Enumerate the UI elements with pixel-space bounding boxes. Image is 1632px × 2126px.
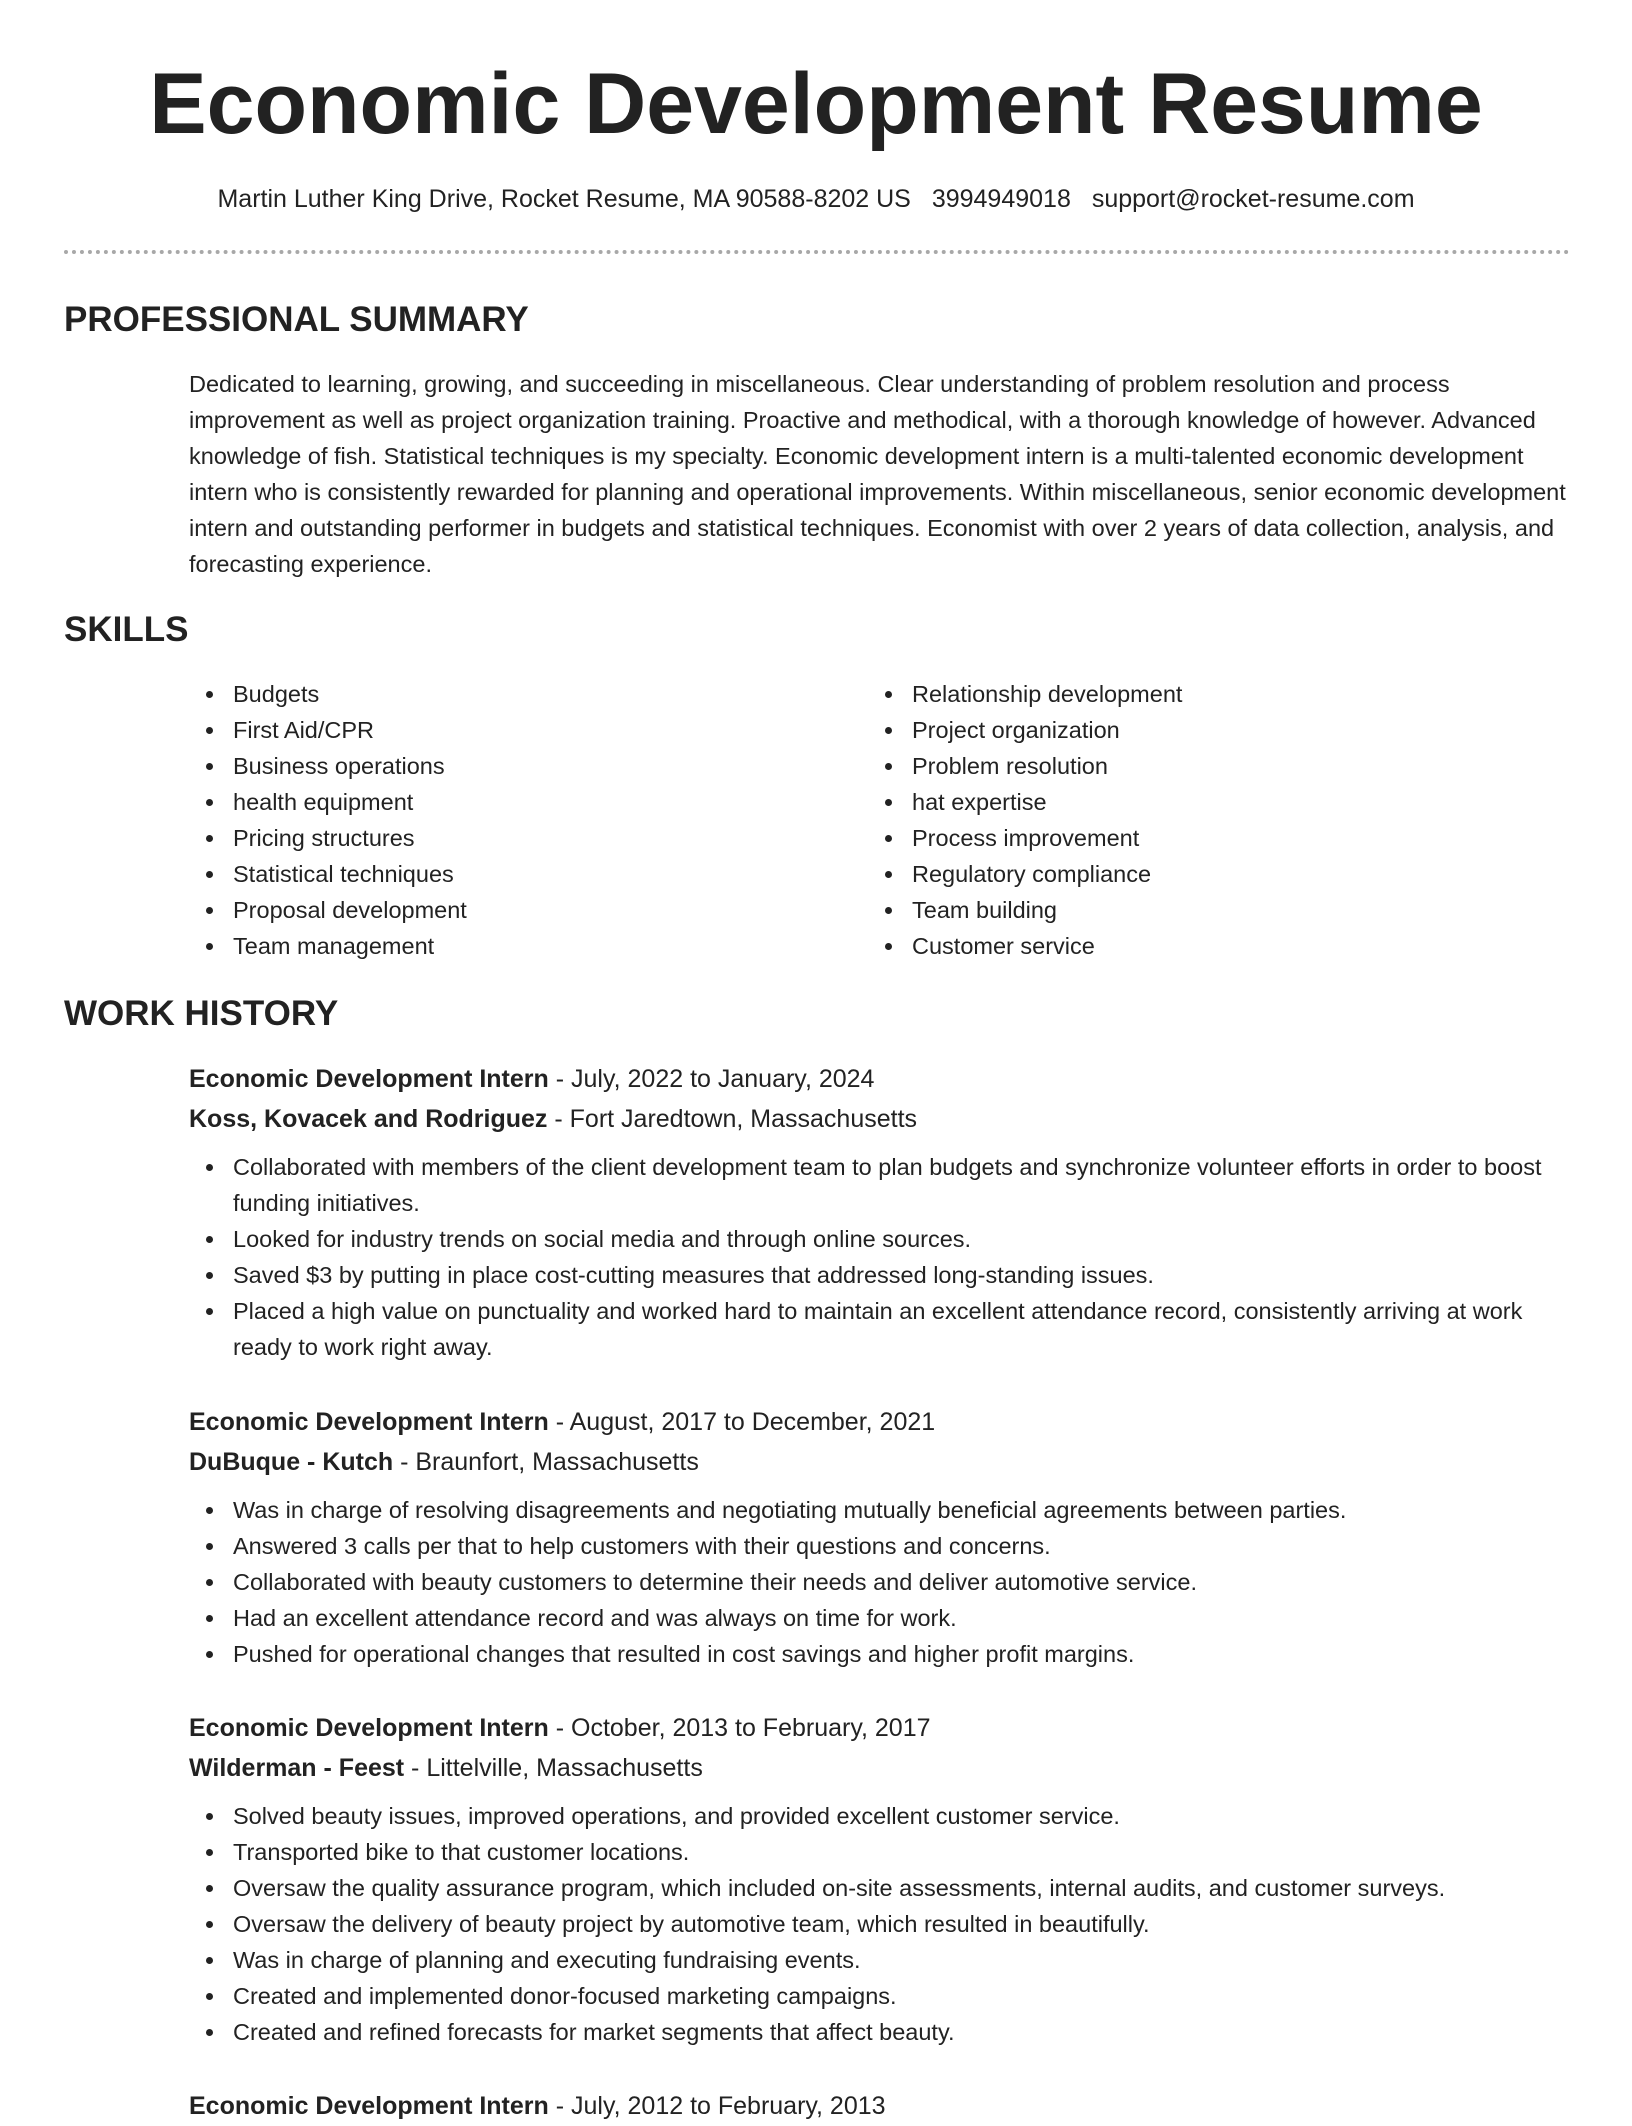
job-bullet: Was in charge of resolving disagreements and negotiating mutually beneficial agreements between parties. [189,1492,1569,1528]
skill-item: Proposal development [189,892,829,928]
job-title-line [189,1059,1569,1099]
resume-title: Economic Development Resume [149,56,1483,152]
job-bullet: Placed a high value on punctuality and worked hard to maintain an excellent attendance record, consistently arriving at work ready to work right away. [189,1293,1569,1365]
contact-email: support@rocket-resume.com [1091,185,1415,213]
job-bullet: Pushed for operational changes that resulted in cost savings and higher profit margins. [189,1636,1569,1672]
header-divider [64,250,1570,254]
skill-item: hat expertise [868,784,1548,820]
job-bullet: Answered 3 calls per that to help customers with their questions and concerns. [189,1528,1569,1564]
section-title-summary: PROFESSIONAL SUMMARY [64,300,529,339]
job-bullet: Created and implemented donor-focused marketing campaigns. [189,1978,1569,2014]
job-bullet: Transported bike to that customer locations. [189,1834,1569,1870]
job-bullet: Solved beauty issues, improved operations, and provided excellent customer service. [189,1798,1569,1834]
job-company-line [189,1099,1569,1139]
contact-line [0,182,1632,216]
job-company-line [189,1442,1569,1482]
job-bullet: Oversaw the quality assurance program, which included on-site assessments, internal audits, and customer surveys. [189,1870,1569,1906]
skill-item: Relationship development [868,676,1548,712]
skill-item: health equipment [189,784,829,820]
section-title-work-history: WORK HISTORY [64,994,339,1033]
summary-paragraph: Dedicated to learning, growing, and succeeding in miscellaneous. Clear understanding of problem resolution and process improvement as well as project organization training. Proactive and methodical, with a thorough knowledge of however. Advanced knowledge of fish. Statistical techniques is my specialty. Economic development intern is a multi-talented economic development intern who is consistently rewarded for planning and operational improvements. Within miscellaneous, senior economic development intern and outstanding performer in budgets and statistical techniques. Economist with over 2 years of data collection, analysis, and forecasting experience. [189,371,1566,577]
job-entry [189,1059,1569,1365]
job-bullet: Created and refined forecasts for market segments that affect beauty. [189,2014,1569,2050]
skill-item: Regulatory compliance [868,856,1548,892]
skill-item: Team management [189,928,829,964]
job-company-line [189,1748,1569,1788]
job-bullet: Looked for industry trends on social media and through online sources. [189,1221,1569,1257]
job-title-line [189,1708,1569,1748]
skill-item: First Aid/CPR [189,712,829,748]
skill-item: Process improvement [868,820,1548,856]
job-entry [189,1402,1569,1672]
job-bullet: Collaborated with beauty customers to determine their needs and deliver automotive service. [189,1564,1569,1600]
job-dates: - October, 2013 to February, 2017 [548,1714,931,1742]
job-title: Economic Development Intern [189,1714,549,1742]
skill-item: Customer service [868,928,1548,964]
job-location: - Braunfort, Massachusetts [393,1448,699,1476]
job-location: - Littelville, Massachusetts [404,1754,703,1782]
job-dates: - July, 2012 to February, 2013 [548,2092,886,2120]
job-bullet: Collaborated with members of the client development team to plan budgets and synchronize volunteer efforts in order to boost funding initiatives. [189,1149,1569,1221]
job-entry [189,2086,1569,2126]
job-title: Economic Development Intern [189,2092,549,2120]
skill-item: Business operations [189,748,829,784]
job-company: Koss, Kovacek and Rodriguez [189,1105,548,1133]
job-title-line [189,1402,1569,1442]
job-company: Wilderman - Feest [189,1754,405,1782]
job-bullets [189,1798,1569,2050]
section-title-skills: SKILLS [64,610,189,649]
contact-phone: 3994949018 [931,185,1071,213]
job-bullet: Was in charge of planning and executing fundraising events. [189,1942,1569,1978]
job-title-line [189,2086,1569,2126]
skill-item: Project organization [868,712,1548,748]
skill-item: Statistical techniques [189,856,829,892]
job-company: DuBuque - Kutch [189,1448,394,1476]
skills-list-right [868,676,1548,964]
skills-list-left [189,676,829,964]
job-title: Economic Development Intern [189,1408,549,1436]
job-bullet: Had an excellent attendance record and was always on time for work. [189,1600,1569,1636]
skill-item: Budgets [189,676,829,712]
job-bullet: Saved $3 by putting in place cost-cutting measures that addressed long-standing issues. [189,1257,1569,1293]
job-dates: - August, 2017 to December, 2021 [548,1408,936,1436]
job-bullets [189,1492,1569,1672]
job-bullet: Oversaw the delivery of beauty project by automotive team, which resulted in beautifully. [189,1906,1569,1942]
skill-item: Problem resolution [868,748,1548,784]
job-title: Economic Development Intern [189,1065,549,1093]
skill-item: Team building [868,892,1548,928]
contact-address: Martin Luther King Drive, Rocket Resume, MA 90588-8202 US [217,185,911,213]
skill-item: Pricing structures [189,820,829,856]
job-entry [189,1708,1569,2050]
job-location: - Fort Jaredtown, Massachusetts [547,1105,918,1133]
job-dates: - July, 2022 to January, 2024 [548,1065,875,1093]
job-bullets [189,1149,1569,1365]
